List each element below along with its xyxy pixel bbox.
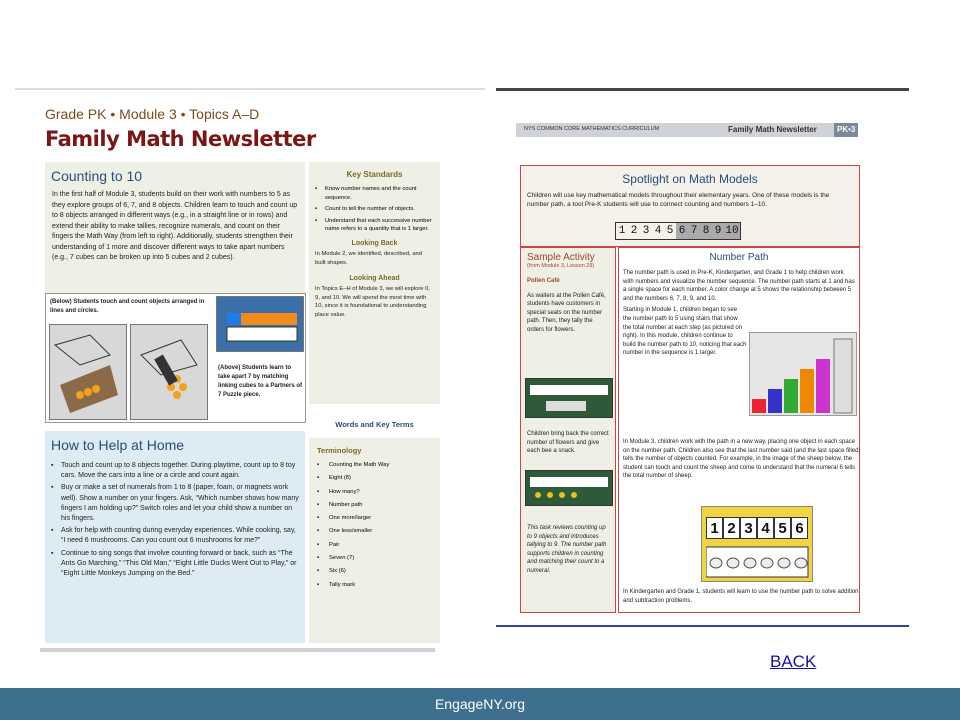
standard-item: ▪ Understand that each successive number name refers to a quantity that is 1 larger. [315,217,434,234]
number-path-cell: 4 [654,225,662,237]
back-link[interactable]: BACK [770,652,817,671]
term-item: ▪ Number path [317,499,440,512]
sample-text-2: Children bring back the correct number of flowers and give each bee a snack. [527,431,609,454]
number-path-cell: 7 [688,223,700,239]
footer-text: EngageNY.org [434,696,526,712]
counting-section [45,162,305,294]
pollen-cafe-photo-1 [525,378,613,418]
sheep-number-cell: 4 [757,517,774,539]
term-item: ▪ Eight (8) [317,472,440,485]
sample-activity-section [520,247,616,613]
counting-photo-circle [130,324,208,420]
pollen-cafe-heading: Pollen Café [527,278,560,284]
sample-text-1: As waiters at the Pollen Café, students have customers in special seats on the number path. Then, they tally the orders for flowers. [527,292,606,333]
newsletter-page-left [15,88,485,654]
number-path-p3: In Module 3, children work with the path in a new way, placing one object in each space on the number path. Children also see that the last number said (and the last space filled) tells the number of objects counted. For example, in the image of the sheep below, the student can touch and count the sheep and come to understand that the numeral 6 tells the total number of sheep. [623,439,861,480]
sample-title: Sample Activity [527,252,595,263]
number-path-cell: 6 [676,223,688,239]
counting-photo-line [49,324,127,420]
counting-circle-illustration [131,325,207,419]
term-item: ▪ Seven (7) [317,552,440,565]
looking-ahead-title: Looking Ahead [349,275,400,283]
help-item: ▪ Ask for help with counting during everyday experiences. While cooking, say, “I need 6 mushrooms. Can you count out 6 mushrooms for me?” [51,526,299,546]
looking-back-text: In Module 2, we identified, described, and built shapes. [315,250,422,266]
help-item: ▪ Touch and count up to 8 objects together. During playtime, count up to 8 toy cars. Move the cars into a line or a circle and count again. [51,461,299,481]
photo-caption-above: (Above) Students learn to take apart 7 by matching linking cubes to a Partners of 7 Puzzle piece. [218,365,303,398]
module-header: Grade PK • Module 3 • Topics A–D [45,106,260,122]
bees-photo-illustration [526,471,612,505]
looking-back-title: Looking Back [351,239,398,247]
help-item: ▪ Continue to sing songs that involve counting forward or back, such as “The Ants Go Marching,” “This Old Man,” “Eight Little Ducks Went Out to Play,” or “Eight Little Monkeys Jumping on the Bed.” [51,549,299,580]
module-badge: PK•3 [834,123,858,137]
number-path-cell: 8 [700,223,712,239]
standard-item: ▪ Count to tell the number of objects. [315,205,434,214]
help-item: ▪ Buy or make a set of numerals from 1 to 8 (paper, foam, or magnets work well). Show a number on your fingers. Ask, “Which number shows how many fingers I am holding up?” Switch roles and let your child show a number on his fingers. [51,483,299,524]
counting-text: In the first half of Module 3, students build on their work with numbers to 5 as they explore groups of 6, 7, and 8 objects. Children learn to touch and count up to 8 objects arranged in different ways (e.g., in a straight line or in rows) and extend their ability to make tallies, recognize numerals, and count on their fingers the Math Way (from left to right). Additionally, students strengthen their understanding of 1 more and discover different ways to take apart numbers (e.g., 7 cubes can be broken up into 5 cubes and 2 cubes). [52,191,298,261]
key-standards-panel [309,162,440,404]
number-path-photo-illustration [526,379,612,417]
stairs-illustration [750,333,856,415]
counting-title: Counting to 10 [51,168,143,184]
footer-bar [0,688,960,720]
number-path-cell: 3 [642,225,650,237]
term-item: ▪ Tally mark [317,579,440,592]
linking-cubes-illustration [217,297,303,351]
pollen-cafe-photo-2 [525,470,613,506]
sheep-number-cell: 3 [740,517,757,539]
curriculum-header-bar [516,123,856,137]
number-path-strip [615,222,741,240]
number-path-section [618,247,860,613]
left-page-shadow [40,648,435,652]
number-path-cell: 10 [725,225,739,237]
help-at-home-section [45,431,305,643]
sample-text-3: This task reviews counting up to 9 objects and introduces tallying to 9. The number path supports children in counting and matching their count to a numeral. [527,525,607,574]
spotlight-text: Children will use key mathematical models throughout their elementary years. One of these models is the number path, a tool Pre-K students will use to connect counting and numbers 1–10. [527,192,830,208]
term-item: ▪ One less/smaller [317,525,440,538]
newsletter-label: Family Math Newsletter [728,125,817,134]
number-path-cell: 9 [712,223,724,239]
term-item: ▪ Pair [317,539,440,552]
terminology-title: Terminology [317,446,362,455]
number-path-cell: 5 [666,225,674,237]
spotlight-section [520,165,860,247]
looking-ahead-text: In Topics E–H of Module 3, we will explore 0, 9, and 10. We will spend the most time with 10, since it is foundational to understanding place value. [315,286,430,318]
linking-cubes-photo [216,296,304,352]
term-item: ▪ One more/larger [317,512,440,525]
term-item: ▪ How many? [317,486,440,499]
sheep-number-cell: 1 [706,517,723,539]
number-path-p2: Starting in Module 1, children began to see the number path to 5 using stairs that show the total number at each step (as pictured on right). In this module, children continue to build the number path to 10, noticing that each number in the sequence is 1 larger. [623,307,747,357]
standard-item: ▪ Know number names and the count sequence. [315,185,434,202]
term-item: ▪ Counting the Math Way [317,459,440,472]
sample-subtitle: (from Module 3, Lesson 29) [527,263,595,269]
newsletter-page-right [496,88,909,627]
counting-line-illustration [50,325,126,419]
sheep-icons [706,545,810,579]
photo-caption-below: (Below) Students touch and count objects arranged in lines and circles. [50,299,205,314]
terminology-panel [309,438,440,643]
newsletter-title: Family Math Newsletter [45,127,316,151]
number-path-cell: 1 [618,225,626,237]
help-list [51,461,299,579]
number-path-p1: The number path is used in Pre-K, Kindergarten, and Grade 1 to help children work with numbers and visualize the number sequence. The number path starts at 1 and has a single space for each number. A color change at 5 shows the relationship between 5 and the numbers 6, 7, 8, 9, and 10. [623,270,855,302]
key-standards-title: Key Standards [346,170,403,179]
sheep-number-cell: 5 [774,517,791,539]
words-key-terms-header [309,412,440,436]
number-path-p4: In Kindergarten and Grade 1, students will learn to use the number path to solve addition and subtraction problems. [623,589,859,604]
help-title: How to Help at Home [51,437,185,453]
terminology-list [317,459,440,592]
photo-panel [45,293,306,423]
sheep-number-path-photo [701,506,813,582]
sheep-number-cell: 6 [791,517,808,539]
words-title: Words and Key Terms [335,420,414,429]
number-path-cell: 2 [630,225,638,237]
standards-list [309,185,440,234]
stairs-photo [749,332,857,416]
sheep-number-cell: 2 [723,517,740,539]
sheep-number-row [706,517,808,539]
term-item: ▪ Six (6) [317,565,440,578]
spotlight-title: Spotlight on Math Models [622,172,758,186]
curriculum-label: NYS COMMON CORE MATHEMATICS CURRICULUM [524,126,660,132]
number-path-title: Number Path [709,252,769,263]
